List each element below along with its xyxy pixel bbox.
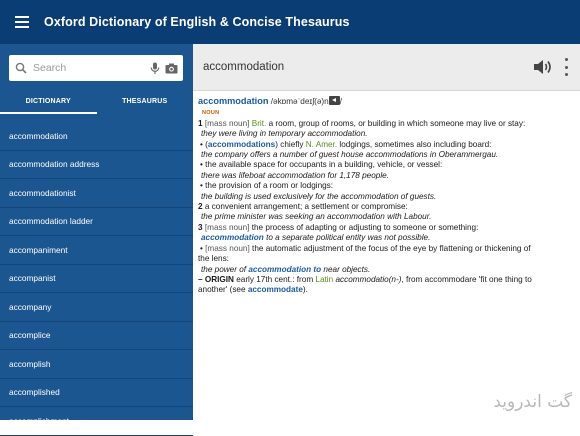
entry-title: accommodation	[203, 61, 285, 73]
origin-text: , from accommodare 'fit one thing to	[401, 274, 532, 284]
register-label: [mass noun]	[205, 243, 250, 253]
camera-icon[interactable]	[163, 60, 179, 76]
list-item[interactable]: accommodation address	[0, 151, 193, 180]
search-icon	[13, 60, 29, 76]
list-item[interactable]: accompany	[0, 293, 193, 322]
paren-close: )	[275, 139, 278, 149]
speaker-icon[interactable]	[533, 59, 553, 75]
example: they were living in temporary accommodation.	[201, 129, 368, 139]
definition: the automatic adjustment of the focus of the eye by flattening or thickening of	[249, 243, 531, 253]
definition: a room, group of rooms, or building in which someone may live or stay:	[266, 118, 526, 128]
sense-number: 1	[198, 118, 203, 128]
menu-icon[interactable]	[0, 0, 44, 44]
usage-label: chiefly	[277, 139, 306, 149]
bullet: •	[200, 243, 203, 253]
origin-language: Latin	[315, 274, 334, 284]
cross-reference-link[interactable]: accommodate	[247, 285, 303, 295]
list-item[interactable]: accomplished	[0, 379, 193, 408]
search-input[interactable]	[29, 62, 147, 74]
example-end: near objects.	[321, 264, 371, 274]
pronunciation: /əkɒməˈdeɪʃ(ə)n	[270, 97, 329, 106]
example: the building is used exclusively for the accommodation of guests.	[201, 191, 437, 201]
mic-icon[interactable]	[147, 60, 163, 76]
register-label: [mass noun]	[204, 222, 250, 232]
origin-word: accommodatio(n-)	[333, 274, 402, 284]
example: the prime minister was seeking an accommodation with Labour.	[201, 212, 432, 222]
example: to a separate political entity was not possible.	[263, 233, 431, 243]
search-box	[9, 55, 183, 81]
bullet: •	[200, 160, 203, 170]
tab-bar	[0, 88, 193, 114]
sidebar	[0, 44, 193, 426]
origin-text: early 17th cent.: from	[233, 274, 316, 284]
list-item[interactable]: accomplice	[0, 322, 193, 351]
bullet: •	[200, 181, 203, 191]
tab-dictionary[interactable]: DICTIONARY	[0, 88, 97, 114]
definition: the provision of a room or lodgings:	[205, 181, 334, 191]
subsense-term[interactable]: accommodations	[207, 139, 276, 149]
definition: the process of adapting or adjusting to someone or something:	[249, 222, 479, 232]
example: there was lifeboat accommodation for 1,178 people.	[201, 170, 389, 180]
example: the company offers a number of guest house accommodations in Oberammergau.	[201, 150, 499, 160]
example-term: accommodation	[201, 233, 264, 243]
word-list	[0, 122, 193, 436]
example-term: accommodation to	[248, 264, 322, 274]
app-bar	[0, 0, 580, 44]
list-item[interactable]: accommodationist	[0, 179, 193, 208]
region-label: Brit.	[251, 118, 267, 128]
list-item[interactable]: accommodation	[0, 122, 193, 151]
list-item[interactable]: accomplish	[0, 350, 193, 379]
list-item[interactable]: accompaniment	[0, 236, 193, 265]
definition: lodgings, sometimes also including board:	[337, 139, 492, 149]
definition-continued: the lens:	[198, 254, 229, 264]
tab-thesaurus[interactable]: THESAURUS	[122, 97, 168, 105]
paren-open: (	[205, 139, 208, 149]
pronunciation-audio-icon[interactable]	[329, 96, 340, 105]
example: the power of	[201, 264, 249, 274]
entry-headword: accommodation	[198, 96, 269, 106]
region-label: N. Amer.	[305, 139, 338, 149]
definition: a convenient arrangement; a settlement or compromise:	[202, 202, 408, 212]
entry-header	[193, 44, 580, 91]
part-of-speech: NOUN	[202, 110, 220, 117]
origin-text: another' (see	[198, 285, 248, 295]
definition: the available space for occupants in a building, vehicle, or vessel:	[205, 160, 443, 170]
app-title: Oxford Dictionary of English & Concise Thesaurus	[44, 15, 350, 29]
sense-number: 3	[198, 222, 203, 232]
bullet: •	[200, 139, 203, 149]
register-label: [mass noun]	[204, 118, 250, 128]
origin-label: – ORIGIN	[198, 274, 234, 284]
watermark: گت اندروید	[493, 392, 572, 412]
list-item[interactable]: accomplishment	[0, 407, 193, 436]
dictionary-entry	[198, 96, 578, 296]
origin-text: ).	[302, 285, 308, 295]
pronunciation-end: /	[339, 97, 342, 106]
list-item[interactable]: accommodation ladder	[0, 208, 193, 237]
list-item[interactable]: accompanist	[0, 265, 193, 294]
more-vert-icon[interactable]	[561, 58, 571, 76]
sense-number: 2	[198, 202, 203, 212]
